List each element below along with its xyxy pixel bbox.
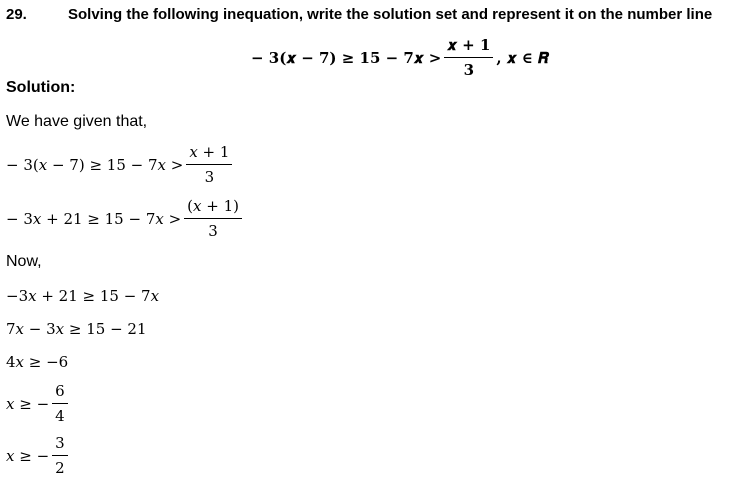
- step-6-denominator: 4: [55, 407, 65, 425]
- step-2-main: − 3𝑥 + 21 ≥ 15 − 7𝑥 >: [6, 210, 182, 228]
- question-text: Solving the following inequation, write the solution set and represent it on the number line: [68, 6, 713, 23]
- question-frac-denominator: 3: [463, 61, 475, 79]
- question-fraction: [444, 38, 493, 78]
- step-7-numerator: 3: [52, 436, 68, 456]
- step-7-denominator: 2: [55, 459, 65, 477]
- step-6-main: 𝑥 ≥ −: [6, 395, 50, 413]
- step-2-fraction: [184, 199, 242, 239]
- step-1-denominator: 3: [204, 168, 215, 186]
- step-1-fraction: [186, 145, 232, 185]
- step-2-numerator: (𝑥 + 1): [184, 199, 242, 219]
- step-line-4: [6, 320, 147, 338]
- question-domain: , 𝒙 ∈ 𝑹: [496, 49, 549, 67]
- step-line-3: [6, 287, 159, 305]
- question-inequation: [251, 38, 549, 78]
- step-6-numerator: 6: [52, 384, 68, 404]
- step-line-5: [6, 353, 68, 371]
- step-line-6: [6, 384, 71, 424]
- step-line-1: [6, 145, 235, 185]
- step-6-fraction: [52, 384, 68, 424]
- step-7-fraction: [52, 436, 68, 476]
- question-frac-numerator: 𝒙 + 1: [444, 38, 493, 58]
- step-2-denominator: 3: [208, 222, 218, 240]
- step-line-7: [6, 436, 71, 476]
- step-line-2: [6, 199, 245, 239]
- step-3-text: −3𝑥 + 21 ≥ 15 − 7𝑥: [6, 287, 160, 305]
- step-1-main: − 3(𝑥 − 7) ≥ 15 − 7𝑥 >: [6, 156, 184, 174]
- solution-heading: Solution:: [6, 79, 76, 96]
- question-number: 29.: [6, 6, 27, 23]
- step-7-main: 𝑥 ≥ −: [6, 447, 50, 465]
- now-text: Now,: [6, 253, 42, 270]
- step-4-text: 7𝑥 − 3𝑥 ≥ 15 − 21: [6, 320, 147, 338]
- step-5-text: 4𝑥 ≥ −6: [6, 353, 69, 371]
- given-text: We have given that,: [6, 113, 148, 130]
- step-1-numerator: 𝑥 + 1: [186, 145, 232, 165]
- question-expr-main: − 3(𝒙 − 7) ≥ 15 − 7𝒙 >: [251, 49, 442, 67]
